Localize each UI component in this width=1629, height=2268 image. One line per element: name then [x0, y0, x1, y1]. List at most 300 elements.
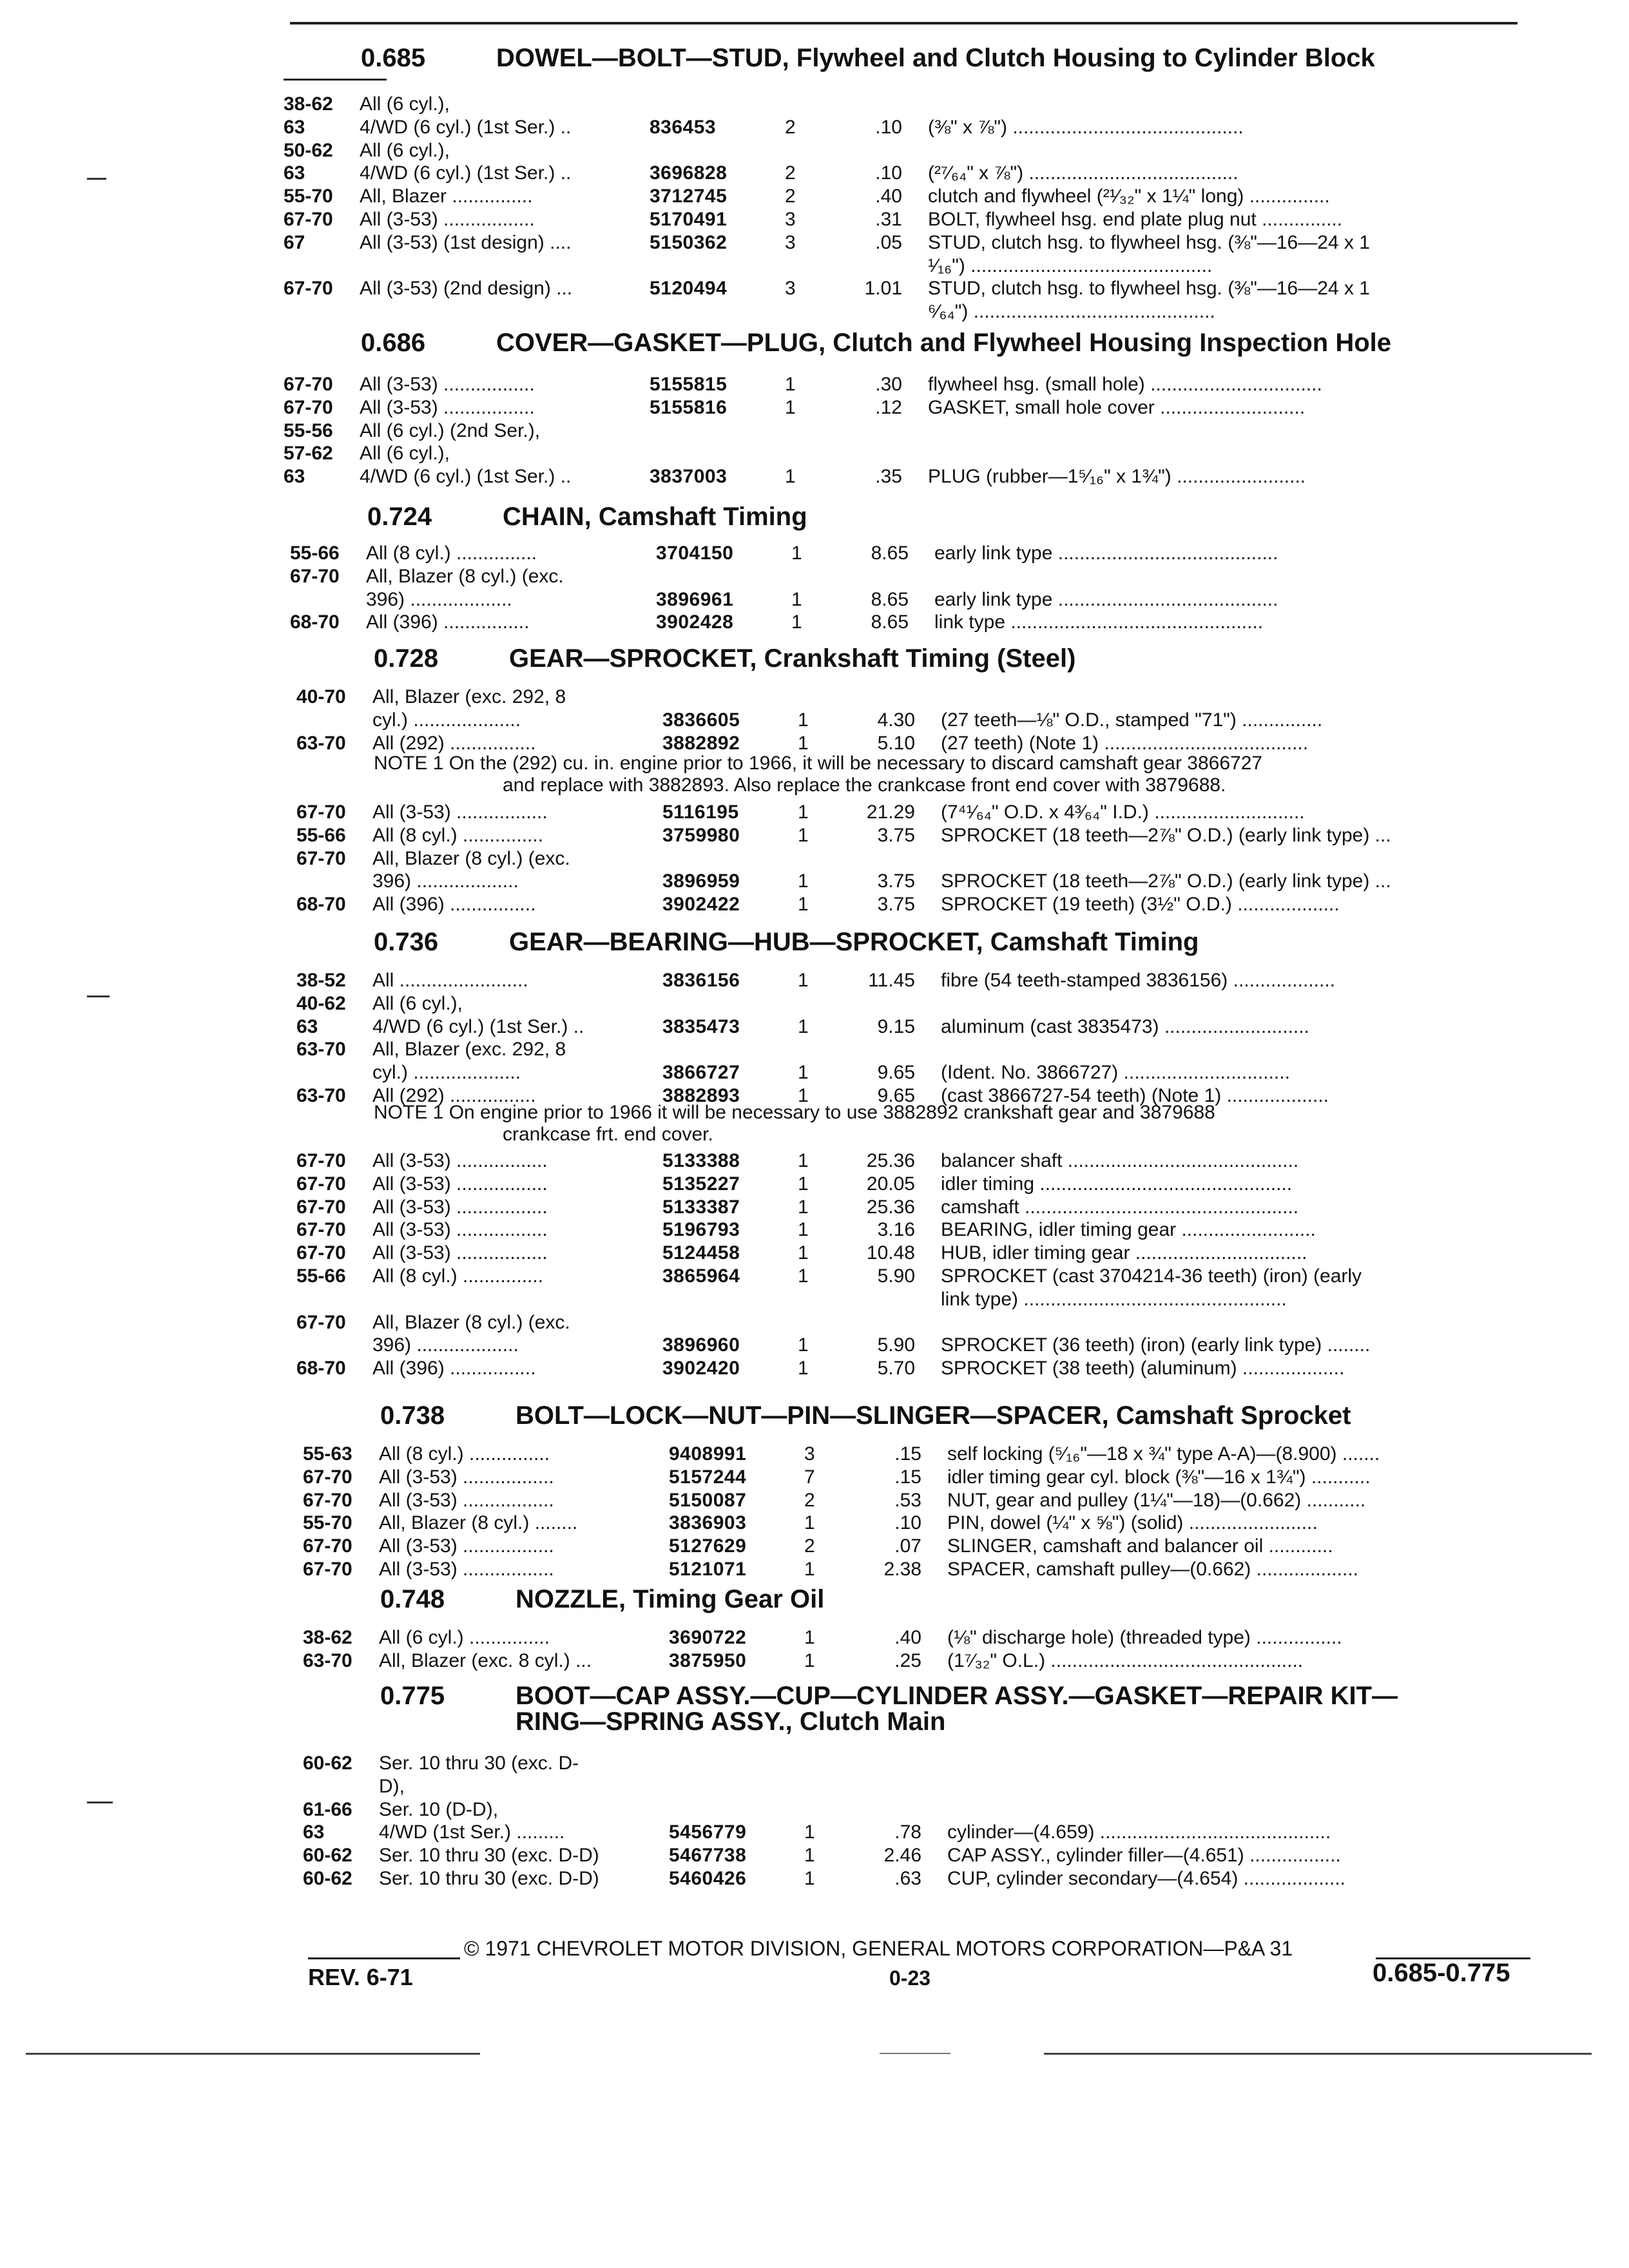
- section-header: [380, 1401, 1534, 1434]
- price: 5.10: [877, 733, 915, 754]
- model-years: 55-70: [284, 186, 333, 207]
- application: All (6 cyl.),: [372, 993, 463, 1014]
- application: 4/WD (6 cyl.) (1st Ser.) ..: [360, 466, 572, 487]
- application: All (3-53) .................: [360, 397, 535, 418]
- price: 9.65: [877, 1085, 915, 1106]
- price: .40: [875, 186, 902, 207]
- description: link type ...............................................: [934, 611, 1264, 633]
- part-row: [284, 140, 1534, 163]
- model-years: 60-62: [303, 1868, 352, 1889]
- part-number: 5170491: [650, 209, 728, 230]
- description: clutch and flywheel (²¹⁄₃₂" x 1¼" long) ...............: [928, 186, 1330, 207]
- price: 4.30: [877, 709, 915, 731]
- application: All (3-53) (2nd design) ...: [360, 278, 573, 299]
- price: .53: [894, 1490, 921, 1511]
- quantity: 1: [798, 825, 809, 846]
- section-number: 0.728: [374, 644, 439, 673]
- part-row: [296, 970, 1534, 993]
- part-number: 5467738: [669, 1845, 747, 1866]
- quantity: 1: [791, 543, 802, 564]
- section-title: CHAIN, Camshaft Timing: [503, 503, 807, 531]
- application: All (3-53) .................: [372, 1196, 548, 1218]
- price: 3.16: [877, 1219, 915, 1240]
- application: All (3-53) .................: [372, 1173, 548, 1195]
- model-years: 67-70: [284, 209, 333, 230]
- description: SPROCKET (19 teeth) (3½" O.D.) ...................: [941, 894, 1340, 915]
- part-row: [296, 1242, 1534, 1265]
- price: 10.48: [866, 1242, 915, 1264]
- model-years: 38-52: [296, 970, 346, 991]
- description: ⁶⁄₆₄") .............................................: [928, 301, 1215, 322]
- part-row: [303, 1559, 1534, 1582]
- part-number: 836453: [650, 117, 717, 138]
- application: D),: [379, 1776, 405, 1797]
- quantity: 3: [785, 209, 796, 230]
- part-number: 3902420: [662, 1358, 740, 1379]
- quantity: 1: [798, 1150, 809, 1171]
- price: 3.75: [877, 870, 915, 892]
- copyright-line: © 1971 CHEVROLET MOTOR DIVISION, GENERAL MOTORS CORPORATION—P&A 31: [464, 1937, 1293, 1960]
- description: idler timing ...............................................: [941, 1173, 1293, 1195]
- model-years: 67-70: [303, 1535, 352, 1557]
- part-number: 5155816: [650, 397, 728, 418]
- footer-rule-left: [308, 1957, 460, 1959]
- application: All (6 cyl.),: [360, 93, 450, 115]
- application: All (3-53) .................: [372, 1150, 548, 1171]
- section-number: 0.736: [374, 928, 439, 956]
- part-number: 3896960: [662, 1334, 740, 1356]
- quantity: 1: [804, 1868, 815, 1889]
- quantity: 1: [785, 397, 796, 418]
- description: early link type .........................................: [934, 543, 1278, 564]
- description: balancer shaft ...........................................: [941, 1150, 1299, 1171]
- description: flywheel hsg. (small hole) ................................: [928, 374, 1322, 395]
- part-row: [284, 93, 1534, 117]
- part-row: [296, 1150, 1534, 1173]
- part-row: [284, 301, 1534, 324]
- section-number: 0.738: [380, 1401, 445, 1430]
- part-row: [296, 825, 1534, 848]
- note-text: NOTE 1 On engine prior to 1966 it will be necessary to use 3882892 crankshaft gear and 3879688: [374, 1102, 1215, 1123]
- model-years: 67-70: [284, 278, 333, 299]
- application: Ser. 10 thru 30 (exc. D-D): [379, 1868, 599, 1889]
- quantity: 2: [785, 162, 796, 184]
- quantity: 2: [785, 117, 796, 138]
- model-years: 55-56: [284, 420, 333, 441]
- part-row: [284, 117, 1534, 140]
- part-row: [296, 1016, 1534, 1039]
- application: All (3-53) .................: [379, 1535, 554, 1557]
- price: .07: [894, 1535, 921, 1557]
- description: early link type .........................................: [934, 589, 1278, 610]
- model-years: 67-70: [290, 566, 340, 587]
- model-years: 67-70: [296, 848, 346, 869]
- application: All (396) ................: [372, 1358, 536, 1379]
- application: All, Blazer (8 cyl.) (exc.: [366, 566, 564, 587]
- model-years: 38-62: [284, 93, 333, 115]
- quantity: 1: [804, 1821, 815, 1843]
- price: .15: [894, 1466, 921, 1488]
- section-header: [361, 329, 1534, 361]
- model-years: 63: [303, 1821, 325, 1843]
- part-number: 5150362: [650, 232, 728, 253]
- quantity: 3: [804, 1443, 815, 1465]
- part-number: 3875950: [669, 1650, 747, 1671]
- margin-mark: [87, 995, 110, 997]
- price: 8.65: [871, 611, 909, 633]
- application: All (8 cyl.) ...............: [379, 1443, 550, 1465]
- price: .25: [894, 1650, 921, 1671]
- part-number: 5456779: [669, 1821, 747, 1843]
- section-number: 0.775: [380, 1682, 445, 1710]
- part-row: [296, 870, 1534, 894]
- margin-mark: [87, 1802, 113, 1803]
- application: All ........................: [372, 970, 528, 991]
- description: (1⁷⁄₃₂" O.L.) ...............................................: [947, 1650, 1304, 1671]
- application: cyl.) ....................: [372, 709, 521, 731]
- part-row: [296, 1312, 1534, 1335]
- model-years: 63-70: [296, 1085, 346, 1106]
- model-years: 67-70: [296, 1312, 346, 1333]
- part-row: [296, 1334, 1534, 1358]
- price: 8.65: [871, 543, 909, 564]
- application: Ser. 10 thru 30 (exc. D-: [379, 1753, 579, 1774]
- description: (7⁴¹⁄₆₄" O.D. x 4³⁄₆₄" I.D.) ............................: [941, 802, 1305, 823]
- quantity: 1: [798, 870, 809, 892]
- application: All (6 cyl.),: [360, 140, 450, 161]
- application: All (3-53) .................: [379, 1466, 554, 1488]
- part-row: [284, 443, 1534, 466]
- note-text: NOTE 1 On the (292) cu. in. engine prior to 1966, it will be necessary to discard camshaft gear 3866727: [374, 753, 1263, 774]
- application: 396) ...................: [372, 1334, 519, 1356]
- top-rule: [290, 22, 1518, 24]
- application: All (292) ................: [372, 733, 536, 754]
- price: 2.46: [883, 1845, 921, 1866]
- part-row: [284, 374, 1534, 397]
- application: All (396) ................: [372, 894, 536, 915]
- part-row: [296, 993, 1534, 1016]
- part-number: 9408991: [669, 1443, 747, 1465]
- price: 2.38: [883, 1559, 921, 1580]
- part-number: 3712745: [650, 186, 728, 207]
- quantity: 1: [798, 1358, 809, 1379]
- application: All (3-53) .................: [379, 1559, 554, 1580]
- quantity: 1: [804, 1845, 815, 1866]
- section-title: BOLT—LOCK—NUT—PIN—SLINGER—SPACER, Camshaft Sprocket: [516, 1401, 1351, 1430]
- part-row: [303, 1443, 1534, 1466]
- model-years: 63: [284, 162, 305, 184]
- application: 4/WD (6 cyl.) (1st Ser.) ..: [360, 162, 572, 184]
- model-years: 63-70: [296, 733, 346, 754]
- application: All (3-53) .................: [372, 802, 548, 823]
- part-row: [284, 209, 1534, 232]
- application: All, Blazer (exc. 292, 8: [372, 686, 566, 707]
- part-row: [290, 611, 1534, 635]
- model-years: 67-70: [303, 1559, 352, 1580]
- quantity: 1: [798, 733, 809, 754]
- quantity: 1: [798, 1219, 809, 1240]
- description: (27 teeth—⅛" O.D., stamped "71") ...............: [941, 709, 1323, 731]
- price: .15: [894, 1443, 921, 1465]
- section-title-continued: RING—SPRING ASSY., Clutch Main: [516, 1707, 946, 1736]
- part-number: 5133387: [662, 1196, 740, 1218]
- application: All (8 cyl.) ...............: [372, 825, 544, 846]
- price: 20.05: [866, 1173, 915, 1195]
- quantity: 1: [798, 1196, 809, 1218]
- application: All (396) ................: [366, 611, 530, 633]
- model-years: 67: [284, 232, 305, 253]
- part-row: [303, 1753, 1534, 1776]
- section-header: [380, 1682, 1534, 1744]
- part-row: [284, 186, 1534, 209]
- price: .10: [875, 162, 902, 184]
- part-number: 3836605: [662, 709, 740, 731]
- description: BOLT, flywheel hsg. end plate plug nut ...............: [928, 209, 1343, 230]
- description: SPROCKET (38 teeth) (aluminum) ...................: [941, 1358, 1345, 1379]
- part-number: 3865964: [662, 1265, 740, 1287]
- part-number: 5150087: [669, 1490, 747, 1511]
- description: (Ident. No. 3866727) ...............................: [941, 1062, 1290, 1083]
- description: link type) .................................................: [941, 1289, 1287, 1310]
- part-row: [290, 589, 1534, 612]
- description: (27 teeth) (Note 1) ......................................: [941, 733, 1309, 754]
- section-number: 0.686: [361, 329, 426, 357]
- part-number: 3882892: [662, 733, 740, 754]
- model-years: 40-62: [296, 993, 346, 1014]
- model-years: 67-70: [296, 802, 346, 823]
- part-number: 3696828: [650, 162, 728, 184]
- part-row: [284, 466, 1534, 489]
- model-years: 57-62: [284, 443, 333, 464]
- part-row: [303, 1627, 1534, 1650]
- application: 4/WD (6 cyl.) (1st Ser.) ..: [360, 117, 572, 138]
- part-row: [296, 1219, 1534, 1242]
- price: 25.36: [866, 1150, 915, 1171]
- price: .05: [875, 232, 902, 253]
- application: All (6 cyl.) (2nd Ser.),: [360, 420, 541, 441]
- part-number: 3896961: [656, 589, 734, 610]
- description: (²⁷⁄₆₄" x ⅞") .......................................: [928, 162, 1239, 184]
- bottom-rule: [26, 2053, 480, 2055]
- description: (cast 3866727-54 teeth) (Note 1) ...................: [941, 1085, 1329, 1106]
- section-header: [374, 644, 1534, 677]
- price: 5.90: [877, 1334, 915, 1356]
- part-number: 3896959: [662, 870, 740, 892]
- model-years: 68-70: [296, 1358, 346, 1379]
- application: Ser. 10 thru 30 (exc. D-D): [379, 1845, 599, 1866]
- price: 1.01: [864, 278, 902, 299]
- application: All (3-53) (1st design) ....: [360, 232, 572, 253]
- part-number: 5116195: [662, 802, 739, 823]
- section-title: NOZZLE, Timing Gear Oil: [516, 1585, 825, 1613]
- description: PLUG (rubber—1⁵⁄₁₆" x 1¾") ........................: [928, 466, 1306, 487]
- application: All (3-53) .................: [379, 1490, 554, 1511]
- page-number: 0-23: [889, 1966, 931, 1990]
- model-years: 55-66: [290, 543, 340, 564]
- part-number: 3902422: [662, 894, 740, 915]
- bottom-rule: [1044, 2053, 1592, 2055]
- application: All (3-53) .................: [360, 374, 535, 395]
- price: .63: [894, 1868, 921, 1889]
- model-years: 63: [296, 1016, 318, 1037]
- part-number: 3759980: [662, 825, 740, 846]
- price: .12: [875, 397, 902, 418]
- note-text: and replace with 3882893. Also replace the crankcase front end cover with 3879688.: [503, 774, 1226, 796]
- quantity: 1: [798, 1085, 809, 1106]
- part-row: [296, 1062, 1534, 1085]
- price: .35: [875, 466, 902, 487]
- price: .30: [875, 374, 902, 395]
- part-row: [296, 1196, 1534, 1220]
- description: STUD, clutch hsg. to flywheel hsg. (⅜"—16—24 x 1: [928, 278, 1370, 299]
- quantity: 1: [785, 466, 796, 487]
- description: SPROCKET (cast 3704214-36 teeth) (iron) (early: [941, 1265, 1362, 1287]
- application: All (3-53) .................: [372, 1219, 548, 1240]
- description: STUD, clutch hsg. to flywheel hsg. (⅜"—16—24 x 1: [928, 232, 1370, 253]
- price: 21.29: [866, 802, 915, 823]
- quantity: 1: [798, 1334, 809, 1356]
- part-row: [303, 1845, 1534, 1868]
- part-row: [296, 894, 1534, 917]
- model-years: 67-70: [303, 1490, 352, 1511]
- section-title: COVER—GASKET—PLUG, Clutch and Flywheel Housing Inspection Hole: [496, 329, 1392, 357]
- section-title: DOWEL—BOLT—STUD, Flywheel and Clutch Housing to Cylinder Block: [496, 44, 1375, 72]
- quantity: 1: [798, 970, 809, 991]
- part-row: [290, 543, 1534, 566]
- part-row: [284, 232, 1534, 255]
- application: All (3-53) .................: [372, 1242, 548, 1264]
- quantity: 3: [785, 278, 796, 299]
- model-years: 67-70: [296, 1173, 346, 1195]
- description: HUB, idler timing gear ................................: [941, 1242, 1307, 1264]
- model-years: 55-66: [296, 825, 346, 846]
- section-title: GEAR—SPROCKET, Crankshaft Timing (Steel): [509, 644, 1076, 673]
- model-years: 68-70: [296, 894, 346, 915]
- part-row: [303, 1535, 1534, 1559]
- description: ¹⁄₁₆") .............................................: [928, 255, 1213, 276]
- part-row: [303, 1490, 1534, 1513]
- application: All (3-53) .................: [360, 209, 535, 230]
- part-number: 5120494: [650, 278, 728, 299]
- price: 25.36: [866, 1196, 915, 1218]
- price: 9.15: [877, 1016, 915, 1037]
- description: (⅛" discharge hole) (threaded type) ................: [947, 1627, 1342, 1648]
- section-title: BOOT—CAP ASSY.—CUP—CYLINDER ASSY.—GASKET—REPAIR KIT—: [516, 1682, 1398, 1710]
- part-row: [284, 420, 1534, 443]
- part-number: 5157244: [669, 1466, 747, 1488]
- quantity: 1: [798, 709, 809, 731]
- margin-mark: [87, 178, 106, 180]
- application: All (6 cyl.),: [360, 443, 450, 464]
- description: self locking (⁵⁄₁₆"—18 x ¾" type A-A)—(8.900) .......: [947, 1443, 1380, 1465]
- description: cylinder—(4.659) ...........................................: [947, 1821, 1331, 1843]
- model-years: 60-62: [303, 1753, 352, 1774]
- application: All, Blazer (8 cyl.) (exc.: [372, 848, 570, 869]
- description: NUT, gear and pulley (1¼"—18)—(0.662) ...........: [947, 1490, 1366, 1511]
- description: SLINGER, camshaft and balancer oil ............: [947, 1535, 1333, 1557]
- price: .31: [875, 209, 902, 230]
- part-row: [284, 397, 1534, 420]
- part-number: 3836156: [662, 970, 740, 991]
- application: All (6 cyl.) ...............: [379, 1627, 550, 1648]
- quantity: 1: [785, 374, 796, 395]
- description: CAP ASSY., cylinder filler—(4.651) .................: [947, 1845, 1341, 1866]
- part-row: [296, 848, 1534, 871]
- quantity: 1: [798, 1242, 809, 1264]
- part-number: 3835473: [662, 1016, 740, 1037]
- price: 11.45: [868, 970, 915, 991]
- part-row: [296, 802, 1534, 825]
- model-years: 67-70: [296, 1150, 346, 1171]
- section-number: 0.724: [367, 503, 432, 531]
- part-row: [303, 1466, 1534, 1490]
- part-row: [296, 709, 1534, 733]
- part-number: 5124458: [662, 1242, 740, 1264]
- quantity: 1: [798, 1016, 809, 1037]
- model-years: 40-70: [296, 686, 346, 707]
- part-number: 5460426: [669, 1868, 747, 1889]
- model-years: 67-70: [284, 374, 333, 395]
- part-row: [284, 278, 1534, 301]
- section-header-rule: [284, 79, 387, 81]
- group-range: 0.685-0.775: [1373, 1959, 1510, 1987]
- model-years: 63-70: [303, 1650, 352, 1671]
- part-row: [303, 1799, 1534, 1822]
- part-number: 5196793: [662, 1219, 740, 1240]
- model-years: 55-70: [303, 1512, 352, 1533]
- note-text: crankcase frt. end cover.: [503, 1124, 713, 1145]
- quantity: 1: [791, 589, 802, 610]
- description: aluminum (cast 3835473) ...........................: [941, 1016, 1309, 1037]
- part-number: 5127629: [669, 1535, 747, 1557]
- part-row: [296, 1265, 1534, 1289]
- price: .10: [875, 117, 902, 138]
- model-years: 63-70: [296, 1039, 346, 1060]
- section-title: GEAR—BEARING—HUB—SPROCKET, Camshaft Timing: [509, 928, 1199, 956]
- quantity: 1: [798, 1265, 809, 1287]
- bottom-rule: [880, 2053, 950, 2054]
- model-years: 38-62: [303, 1627, 352, 1648]
- description: PIN, dowel (¼" x ⅝") (solid) ........................: [947, 1512, 1318, 1533]
- description: GASKET, small hole cover ...........................: [928, 397, 1306, 418]
- part-row: [296, 1039, 1534, 1062]
- part-row: [296, 1289, 1534, 1312]
- description: camshaft ...................................................: [941, 1196, 1299, 1218]
- part-row: [303, 1650, 1534, 1673]
- price: .40: [894, 1627, 921, 1648]
- quantity: 2: [785, 186, 796, 207]
- part-number: 3902428: [656, 611, 734, 633]
- section-header: [380, 1585, 1534, 1617]
- revision-label: REV. 6-71: [308, 1964, 413, 1990]
- section-header: [361, 44, 1534, 76]
- quantity: 7: [804, 1466, 815, 1488]
- application: Ser. 10 (D-D),: [379, 1799, 499, 1820]
- application: All, Blazer (exc. 8 cyl.) ...: [379, 1650, 592, 1671]
- description: fibre (54 teeth-stamped 3836156) ...................: [941, 970, 1335, 991]
- part-number: 3837003: [650, 466, 728, 487]
- quantity: 1: [798, 802, 809, 823]
- description: idler timing gear cyl. block (⅜"—16 x 1¾") ...........: [947, 1466, 1371, 1488]
- application: cyl.) ....................: [372, 1062, 521, 1083]
- model-years: 63: [284, 466, 305, 487]
- part-row: [303, 1868, 1534, 1891]
- model-years: 67-70: [303, 1466, 352, 1488]
- part-row: [303, 1512, 1534, 1535]
- price: 9.65: [877, 1062, 915, 1083]
- application: All, Blazer (8 cyl.) ........: [379, 1512, 578, 1533]
- quantity: 1: [804, 1627, 815, 1648]
